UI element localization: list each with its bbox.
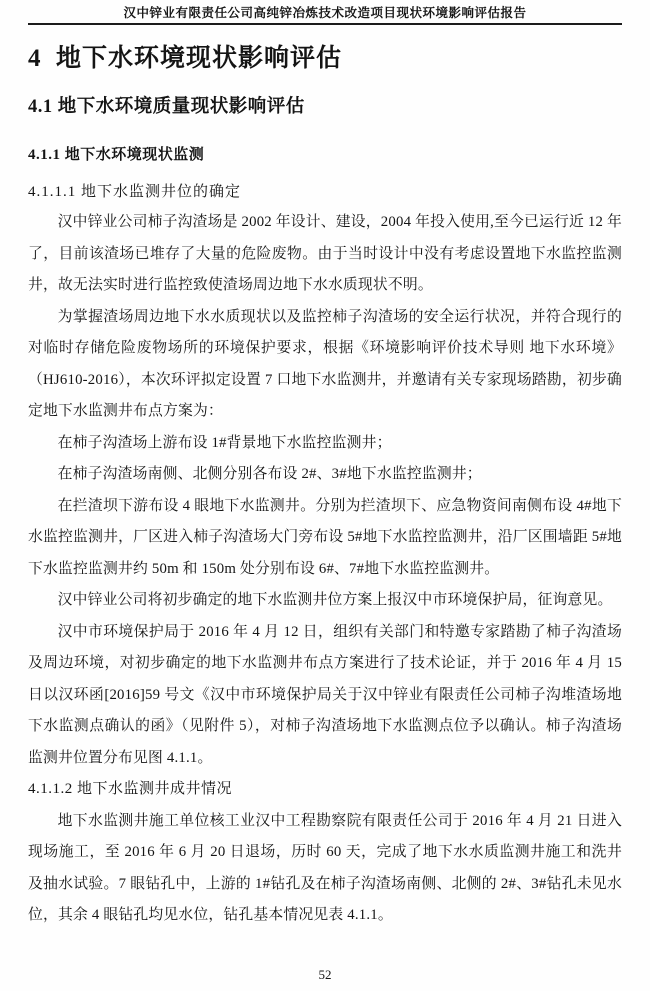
page-footer	[0, 967, 650, 983]
clause-heading-1: 4.1.1.1 地下水监测井位的确定	[28, 184, 242, 200]
paragraph-well-construction: 地下水监测井施工单位核工业汉中工程勘察院有限责任公司于 2016 年 4 月 21 日进入现场施工，至 2016 年 6 月 20 日退场，历时 60 天，完成了地下水水质监测井施工和洗井及抽水试验。7 眼钻孔中，上游的 1#钻孔及在柿子沟渣场南侧、北侧的 2#、3#钻孔未见水位，其余 4 眼钻孔均见水位，钻孔基本情况见表 4.1.1。	[28, 812, 622, 923]
paragraph-monitoring-plan: 为掌握渣场周边地下水水质现状以及监控柿子沟渣场的安全运行状况，并符合现行的对临时存储危险废物场所的环境保护要求，根据《环境影响评价技术导则 地下水环境》（HJ610-2016），本次环评拟定设置 7 口地下水监测井，并邀请有关专家现场踏勘，初步确定地下水监测井布点方案为：	[28, 308, 622, 419]
subsection-heading: 4.1.1 地下水环境现状监测	[28, 147, 205, 163]
paragraph-epb-confirmation: 汉中市环境保护局于 2016 年 4 月 12 日，组织有关部门和特邀专家踏勘了柿子沟渣场及周边环境，对初步确定的地下水监测井布点方案进行了技术论证，并于 2016 年 4 月 15 日以汉环函[2016]59 号文《汉中市环境保护局关于汉中锌业有限责任公司柿子沟堆渣场地下水监测点确认的函》（见附件 5），对柿子沟渣场地下水监测点位予以确认。柿子沟渣场监测井位置分布见图 4.1.1。	[28, 623, 622, 766]
paragraph-wells-2-3: 在柿子沟渣场南侧、北侧分别各布设 2#、3#地下水监控监测井；	[57, 466, 482, 482]
paragraph-well-1: 在柿子沟渣场上游布设 1#背景地下水监控监测井；	[57, 434, 392, 451]
page-number: 52	[318, 967, 332, 982]
report-header-title: 汉中锌业有限责任公司高纯锌冶炼技术改造项目现状环境影响评估报告	[123, 6, 527, 20]
chapter-heading: 4 地下水环境现状影响评估	[28, 45, 343, 72]
clause-heading-2: 4.1.1.2 地下水监测井成井情况	[28, 781, 233, 797]
paragraph-well-history: 汉中锌业公司柿子沟渣场是 2002 年设计、建设，2004 年投入使用,至今已运行近 12 年了，目前该渣场已堆存了大量的危险废物。由于当时设计中没有考虑设置地下水监控监测井，故无法实时进行监控致使渣场周边地下水水质现状不明。	[28, 214, 622, 293]
section-heading: 4.1 地下水环境质量现状影响评估	[28, 97, 305, 117]
paragraph-wells-4-7: 在拦渣坝下游布设 4 眼地下水监测井。分别为拦渣坝下、应急物资间南侧布设 4#地下水监控监测井，厂区进入柿子沟渣场大门旁布设 5#地下水监控监测井，沿厂区围墙距 5#地下水监控监测井约 50m 和 150m 处分别布设 6#、7#地下水监控监测井。	[28, 497, 622, 577]
paragraph-report-to-epb: 汉中锌业公司将初步确定的地下水监测井位方案上报汉中市环境保护局，征询意见。	[57, 592, 613, 608]
document-content	[28, 44, 622, 932]
page-header	[28, 0, 622, 25]
